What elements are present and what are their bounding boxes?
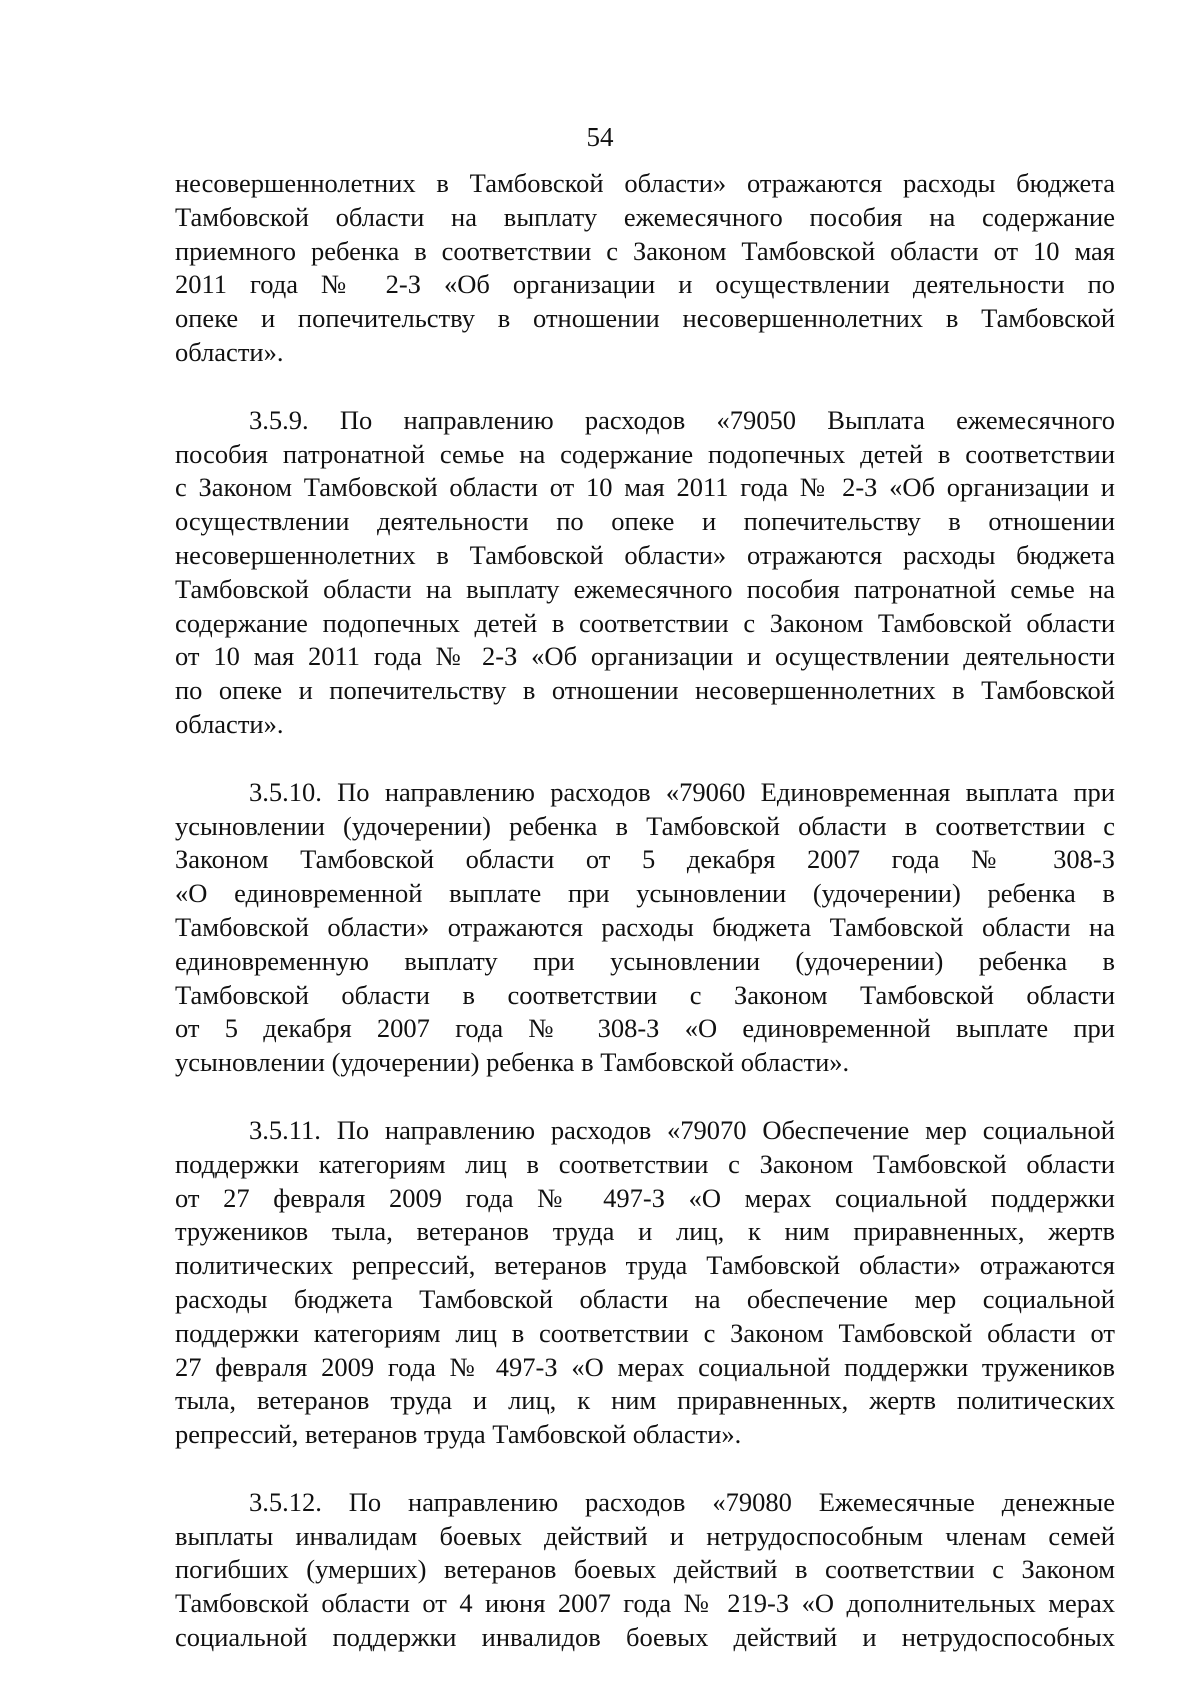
- text-line: несовершеннолетних в Тамбовской области» отражаются расходы бюджета: [175, 168, 1115, 198]
- text-line: усыновлении (удочерении) ребенка в Тамбовской области в соответствии с: [175, 810, 1115, 841]
- text-line: погибших (умерших) ветеранов боевых действий в соответствии с Законом: [175, 1554, 1115, 1585]
- text-line: Законом Тамбовской области от 5 декабря 2007 года № 308-З: [175, 844, 1115, 875]
- paragraph: [175, 776, 1115, 1080]
- text-line: приемного ребенка в соответствии с Законом Тамбовской области от 10 мая: [175, 235, 1115, 266]
- text-line: политических репрессий, ветеранов труда Тамбовской области» отражаются: [175, 1250, 1115, 1281]
- text-line: несовершеннолетних в Тамбовской области» отражаются расходы бюджета: [175, 539, 1115, 570]
- paragraph: [175, 167, 1115, 370]
- text-line: поддержки категориям лиц в соответствии с Законом Тамбовской области от: [175, 1317, 1115, 1348]
- text-line: по опеке и попечительству в отношении несовершеннолетних в Тамбовской: [175, 675, 1115, 706]
- text-line: Тамбовской области» отражаются расходы бюджета Тамбовской области на: [175, 911, 1115, 942]
- text-line: области».: [175, 708, 284, 739]
- text-line: Тамбовской области на выплату ежемесячного пособия патронатной семье на: [175, 573, 1115, 604]
- text-line: 3.5.12. По направлению расходов «79080 Ежемесячные денежные: [249, 1486, 1115, 1517]
- text-line: Тамбовской области от 4 июня 2007 года № 219-З «О дополнительных мерах: [175, 1588, 1115, 1619]
- text-line: тружеников тыла, ветеранов труда и лиц, к ним приравненных, жертв: [175, 1216, 1115, 1247]
- text-line: опеке и попечительству в отношении несовершеннолетних в Тамбовской: [175, 303, 1115, 334]
- text-line: 3.5.9. По направлению расходов «79050 Выплата ежемесячного: [249, 404, 1115, 435]
- text-line: выплаты инвалидам боевых действий и нетрудоспособным членам семей: [175, 1520, 1115, 1551]
- paragraph: [175, 404, 1115, 742]
- text-line: усыновлении (удочерении) ребенка в Тамбовской области».: [175, 1047, 850, 1078]
- text-line: осуществлении деятельности по опеке и попечительству в отношении: [175, 506, 1115, 537]
- text-line: Тамбовской области в соответствии с Законом Тамбовской области: [175, 979, 1115, 1010]
- text-line: с Законом Тамбовской области от 10 мая 2011 года № 2-З «Об организации и: [175, 472, 1115, 503]
- text-line: тыла, ветеранов труда и лиц, к ним приравненных, жертв политических: [175, 1385, 1115, 1416]
- paragraph: [175, 1114, 1115, 1452]
- text-line: репрессий, ветеранов труда Тамбовской области».: [175, 1419, 742, 1450]
- text-line: 3.5.11. По направлению расходов «79070 Обеспечение мер социальной: [249, 1114, 1115, 1145]
- text-line: «О единовременной выплате при усыновлении (удочерении) ребенка в: [175, 878, 1115, 909]
- document-body: [175, 167, 1115, 1655]
- text-line: единовременную выплату при усыновлении (удочерении) ребенка в: [175, 945, 1115, 976]
- text-line: социальной поддержки инвалидов боевых действий и нетрудоспособных: [175, 1622, 1115, 1653]
- text-line: расходы бюджета Тамбовской области на обеспечение мер социальной: [175, 1283, 1115, 1314]
- page-number: 54: [586, 122, 614, 152]
- text-line: 2011 года № 2-З «Об организации и осуществлении деятельности по: [175, 269, 1115, 300]
- text-line: от 5 декабря 2007 года № 308-З «О единовременной выплате при: [175, 1013, 1115, 1044]
- text-line: области».: [175, 336, 284, 367]
- text-line: содержание подопечных детей в соответствии с Законом Тамбовской области: [175, 607, 1115, 638]
- paragraph: [175, 1486, 1115, 1655]
- text-line: 27 февраля 2009 года № 497-З «О мерах социальной поддержки тружеников: [175, 1351, 1115, 1382]
- text-line: поддержки категориям лиц в соответствии с Законом Тамбовской области: [175, 1148, 1115, 1179]
- text-line: от 10 мая 2011 года № 2-З «Об организации и осуществлении деятельности: [175, 641, 1115, 672]
- text-line: Тамбовской области на выплату ежемесячного пособия на содержание: [175, 201, 1115, 232]
- text-line: 3.5.10. По направлению расходов «79060 Единовременная выплата при: [249, 776, 1115, 807]
- text-line: пособия патронатной семье на содержание подопечных детей в соответствии: [175, 438, 1115, 469]
- text-line: от 27 февраля 2009 года № 497-З «О мерах социальной поддержки: [175, 1182, 1115, 1213]
